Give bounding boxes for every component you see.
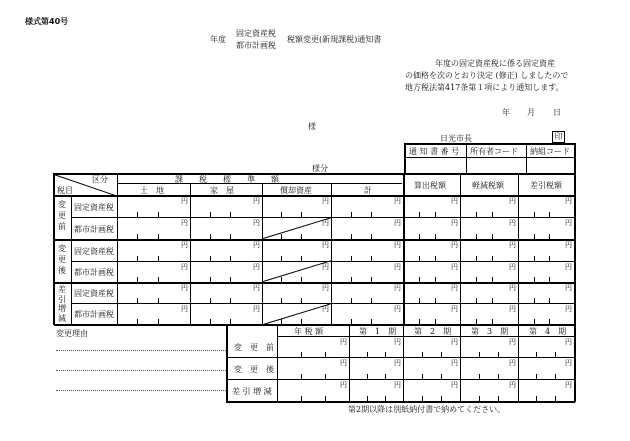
yen-unit: 円 [181,241,188,249]
row-group-before: 変更前 [58,200,66,231]
amount-cell[interactable] [518,261,574,282]
yen-unit: 円 [565,359,572,367]
amount-cell[interactable] [117,303,190,324]
installment-amount-cell[interactable] [518,336,574,357]
amount-cell[interactable] [117,217,190,239]
yen-unit: 円 [253,219,260,227]
amount-cell[interactable] [262,282,331,303]
yen-unit: 円 [181,284,188,292]
yen-unit: 円 [394,197,401,205]
tax-name-fixed-asset: 固定資産税 [236,29,276,38]
amount-cell[interactable] [190,303,262,324]
amount-cell[interactable] [403,195,460,217]
digit-separator [301,319,302,324]
yen-unit: 円 [509,338,516,346]
inst-header-period-1: 第 1 期 [359,327,397,336]
digit-separator [351,319,352,324]
row-group-difference: 差引増減 [58,285,66,323]
fiscal-year-label: 年度 [210,35,226,44]
digit-separator [479,396,480,401]
date-month: 月 [527,108,535,117]
owner-code-header: 所有者コード [470,147,518,156]
yen-unit: 円 [565,381,572,389]
installment-amount-cell[interactable] [277,379,349,401]
notice-line-3: 地方税法第417条第１項により通知します。 [405,83,564,92]
amount-cell[interactable] [403,303,460,324]
amount-cell[interactable] [331,282,403,303]
yen-unit: 円 [509,263,516,271]
row-label-city-planning-before: 都市計画税 [74,225,114,234]
amount-cell[interactable] [518,195,574,217]
seal-mark: 印 [552,131,565,143]
installment-amount-cell[interactable] [403,336,460,357]
row-group-after: 変更後 [58,244,66,275]
yen-unit: 円 [565,197,572,205]
yen-unit: 円 [322,284,329,292]
inst-row-before: 変 更 前 [234,343,274,352]
col-header-total: 計 [364,186,372,195]
notice-line-2: の価格を次のとおり決定 (修正) しましたので [405,71,569,80]
amount-cell[interactable] [403,261,460,282]
amount-cell[interactable] [190,217,262,239]
col-header-depreciable-assets: 償却資産 [280,186,312,195]
amount-cell[interactable] [262,195,331,217]
yen-unit: 円 [394,284,401,292]
yen-unit: 円 [509,241,516,249]
yen-unit: 円 [565,241,572,249]
row-label-city-planning-difference: 都市計画税 [74,310,114,319]
amount-cell[interactable] [262,303,331,324]
form-number: 様式第40号 [25,17,69,26]
amount-cell[interactable] [518,217,574,239]
col-header-reduced-tax: 軽減税額 [472,181,504,190]
row-label-fixed-asset-after: 固定資産税 [74,247,114,256]
inst-header-period-3: 第 3 期 [471,327,509,336]
amount-cell[interactable] [460,303,518,324]
yen-unit: 円 [565,338,572,346]
payment-group-code-header: 納組コード [530,147,570,156]
digit-separator [441,396,442,401]
yen-unit: 円 [340,338,347,346]
amount-cell[interactable] [403,239,460,261]
yen-unit: 円 [322,241,329,249]
digit-separator [137,319,138,324]
digit-separator [422,396,423,401]
installment-amount-cell[interactable] [460,357,518,379]
digit-separator [230,319,231,324]
installment-amount-cell[interactable] [403,379,460,401]
yen-unit: 円 [509,359,516,367]
amount-cell[interactable] [190,195,262,217]
yen-unit: 円 [322,263,329,271]
yen-unit: 円 [451,381,458,389]
amount-cell[interactable] [331,303,403,324]
digit-separator [281,319,282,324]
yen-unit: 円 [394,359,401,367]
row-label-fixed-asset-difference: 固定資産税 [74,289,114,298]
installment-amount-cell[interactable] [460,379,518,401]
yen-unit: 円 [181,305,188,313]
digit-separator [555,396,556,401]
amount-cell[interactable] [331,195,403,217]
amount-cell[interactable] [460,239,518,261]
recipient-suffix: 様 [308,122,316,131]
digit-separator [476,319,477,324]
amount-cell[interactable] [460,261,518,282]
col-header-calculated-tax: 算出税額 [414,181,446,190]
row-label-fixed-asset-before: 固定資産税 [74,203,114,212]
yen-unit: 円 [394,381,401,389]
footer-note: 第2期以降は別紙納付書で納めてください。 [348,405,506,414]
issuer-name: 日光市長 [440,134,472,143]
yen-unit: 円 [565,263,572,271]
installment-amount-cell[interactable] [518,357,574,379]
amount-cell[interactable] [460,195,518,217]
yen-unit: 円 [394,305,401,313]
yen-unit: 円 [451,197,458,205]
change-reason-field[interactable] [56,338,226,398]
digit-separator [549,319,550,324]
yen-unit: 円 [181,219,188,227]
digit-separator [536,396,537,401]
installment-amount-cell[interactable] [349,336,403,357]
change-reason-label: 変更理由 [56,329,88,338]
yen-unit: 円 [451,241,458,249]
corner-header-tax-item: 税目 [57,186,73,195]
tax-name-city-planning: 都市計画税 [236,41,276,50]
yen-unit: 円 [509,219,516,227]
corner-header-category: 区分 [92,175,108,184]
amount-cell[interactable] [460,217,518,239]
yen-unit: 円 [181,263,188,271]
installment-amount-cell[interactable] [277,336,349,357]
date-year: 年 [502,108,510,117]
yen-unit: 円 [253,284,260,292]
installment-amount-cell[interactable] [349,379,403,401]
installment-amount-cell[interactable] [277,357,349,379]
digit-separator [325,396,326,401]
yen-unit: 円 [394,263,401,271]
notice-number-header: 通 知 書 番 号 [409,147,460,156]
digit-separator [498,396,499,401]
inst-row-after: 変 更 後 [234,365,274,374]
notice-line-1: 年度の固定資産税に係る固定資産 [435,59,555,68]
tax-base-group-header: 課 税 標 準 額 [175,175,279,184]
yen-unit: 円 [565,284,572,292]
yen-unit: 円 [340,381,347,389]
amount-cell[interactable] [190,239,262,261]
yen-unit: 円 [322,197,329,205]
inst-header-period-4: 第 4 期 [529,327,567,336]
digit-separator [371,319,372,324]
inst-row-difference: 差 引 増 減 [232,387,272,396]
yen-unit: 円 [451,359,458,367]
yen-unit: 円 [509,284,516,292]
yen-unit: 円 [394,338,401,346]
amount-cell[interactable] [518,239,574,261]
installment-amount-cell[interactable] [518,379,574,401]
installment-amount-cell[interactable] [460,336,518,357]
yen-unit: 円 [509,381,516,389]
digit-separator [158,319,159,324]
yen-unit: 円 [394,219,401,227]
inst-header-period-2: 第 2 期 [414,327,452,336]
digit-separator [435,319,436,324]
amount-cell[interactable] [117,282,190,303]
yen-unit: 円 [322,305,329,313]
amount-cell[interactable] [460,282,518,303]
yen-unit: 円 [394,241,401,249]
amount-cell[interactable] [117,195,190,217]
amount-cell[interactable] [331,261,403,282]
digit-separator [385,396,386,401]
amount-cell[interactable] [518,282,574,303]
digit-separator [367,396,368,401]
amount-cell[interactable] [190,261,262,282]
yen-unit: 円 [451,284,458,292]
yen-unit: 円 [253,263,260,271]
date-day: 日 [553,108,561,117]
yen-unit: 円 [340,359,347,367]
amount-cell[interactable] [331,239,403,261]
col-header-building: 家 屋 [210,186,234,195]
digit-separator [419,319,420,324]
amount-cell[interactable] [518,303,574,324]
amount-cell[interactable] [331,217,403,239]
page-title: 税額変更(新規課税)通知書 [287,35,382,44]
amount-cell[interactable] [262,217,331,239]
yen-unit: 円 [451,263,458,271]
amount-cell[interactable] [403,217,460,239]
yen-unit: 円 [509,305,516,313]
yen-unit: 円 [451,338,458,346]
amount-cell[interactable] [262,239,331,261]
recipient-suffix-2: 様分 [312,164,328,173]
installment-amount-cell[interactable] [349,357,403,379]
yen-unit: 円 [451,219,458,227]
yen-unit: 円 [451,305,458,313]
yen-unit: 円 [253,241,260,249]
yen-unit: 円 [509,197,516,205]
row-label-city-planning-after: 都市計画税 [74,268,114,277]
yen-unit: 円 [253,305,260,313]
digit-separator [534,319,535,324]
digit-separator [210,319,211,324]
yen-unit: 円 [565,219,572,227]
col-header-net-tax: 差引税額 [530,181,562,190]
yen-unit: 円 [322,219,329,227]
amount-cell[interactable] [262,261,331,282]
col-header-land: 土 地 [140,186,164,195]
amount-cell[interactable] [190,282,262,303]
digit-separator [301,396,302,401]
yen-unit: 円 [181,197,188,205]
amount-cell[interactable] [117,239,190,261]
digit-separator [492,319,493,324]
yen-unit: 円 [253,197,260,205]
inst-header-annual-tax: 年 税 額 [294,327,324,336]
amount-cell[interactable] [117,261,190,282]
installment-amount-cell[interactable] [403,357,460,379]
amount-cell[interactable] [403,282,460,303]
yen-unit: 円 [565,305,572,313]
